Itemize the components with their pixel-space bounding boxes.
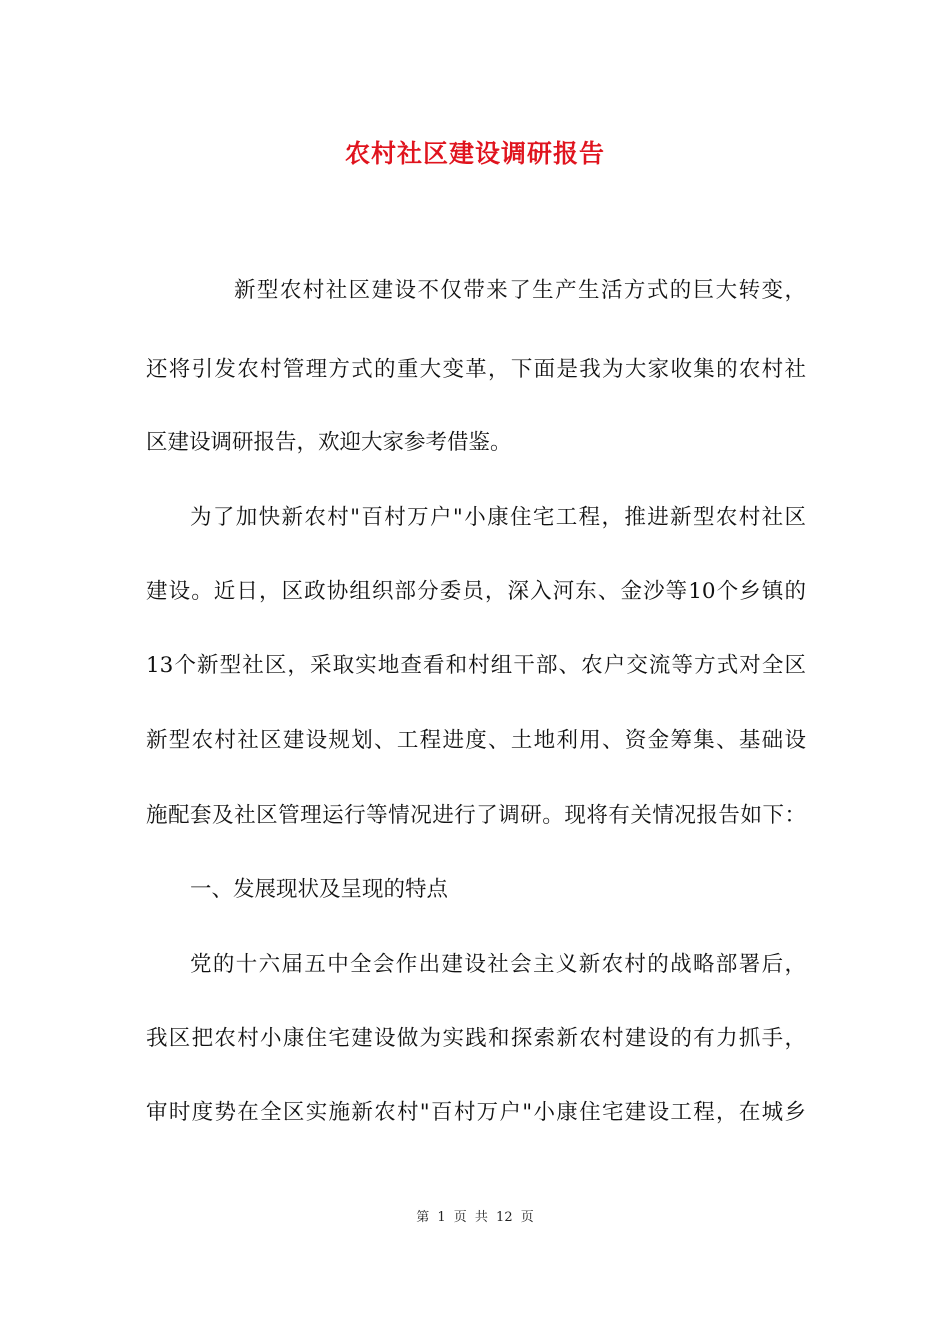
paragraph-line-9: 党的十六届五中全会作出建设社会主义新农村的战略部署后， (190, 952, 806, 977)
paragraph-line-2: 还将引发农村管理方式的重大变革，下面是我为大家收集的农村社 (146, 357, 806, 382)
paragraph-line-5: 建设。近日，区政协组织部分委员，深入河东、金沙等10个乡镇的 (146, 579, 806, 604)
document-title: 农村社区建设调研报告 (344, 139, 605, 168)
page-number-footer: 第 1 页 共 12 页 (416, 1210, 534, 1225)
paragraph-line-1: 新型农村社区建设不仅带来了生产生活方式的巨大转变， (234, 278, 806, 303)
section-heading: 一、发展现状及呈现的特点 (190, 877, 449, 902)
paragraph-line-6: 13个新型社区，采取实地查看和村组干部、农户交流等方式对全区 (146, 653, 806, 678)
paragraph-line-7: 新型农村社区建设规划、工程进度、土地利用、资金筹集、基础设 (146, 728, 806, 753)
paragraph-line-8: 施配套及社区管理运行等情况进行了调研。现将有关情况报告如下： (146, 803, 806, 828)
paragraph-line-10: 我区把农村小康住宅建设做为实践和探索新农村建设的有力抓手， (146, 1026, 806, 1051)
paragraph-line-11: 审时度势在全区实施新农村"百村万户"小康住宅建设工程，在城乡 (146, 1100, 806, 1125)
paragraph-line-3: 区建设调研报告，欢迎大家参考借鉴。 (146, 430, 512, 455)
paragraph-line-4: 为了加快新农村"百村万户"小康住宅工程，推进新型农村社区 (190, 505, 806, 530)
